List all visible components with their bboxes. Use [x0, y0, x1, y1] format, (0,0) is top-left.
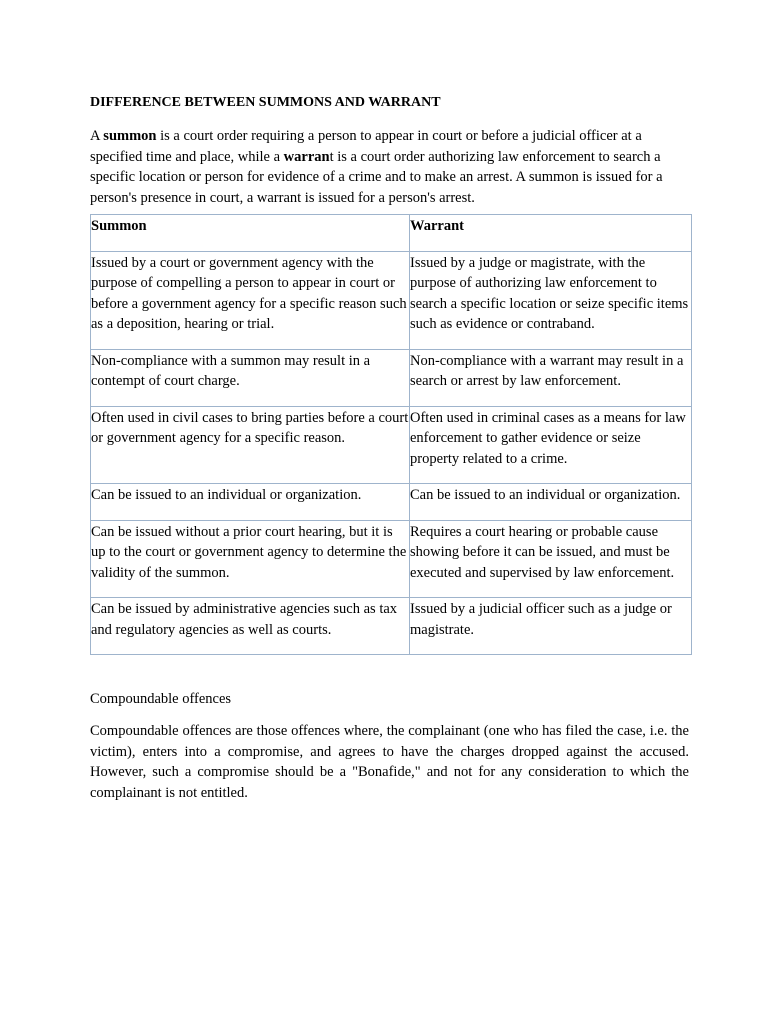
- intro-text-a: A: [90, 128, 104, 144]
- table-row: [91, 484, 692, 521]
- table-header-row: [91, 215, 692, 252]
- header-warrant: Warrant: [410, 215, 692, 252]
- document-page: [90, 94, 689, 803]
- intro-paragraph: [90, 126, 689, 208]
- compoundable-offences-heading: Compoundable offences: [90, 691, 232, 707]
- intro-term-summon: summon: [103, 128, 157, 144]
- intro-text-part1: is a court order requiring a person to appear in court or before a judicial officer at a specified time and place, while a: [90, 128, 642, 165]
- summon-cell: Can be issued to an individual or organization.: [91, 484, 410, 521]
- summon-cell: Issued by a court or government agency with the purpose of compelling a person to appear in court or before a government agency for a specific reason such as a deposition, hearing or trial.: [91, 251, 410, 349]
- table-row: [91, 520, 692, 598]
- warrant-cell: Requires a court hearing or probable cause showing before it can be issued, and must be executed and supervised by law enforcement.: [410, 520, 692, 598]
- summon-cell: Non-compliance with a summon may result in a contempt of court charge.: [91, 349, 410, 406]
- summon-cell: Can be issued by administrative agencies such as tax and regulatory agencies as well as courts.: [91, 598, 410, 655]
- table-row: [91, 406, 692, 484]
- summon-cell: Often used in civil cases to bring parties before a court or government agency for a specific reason.: [91, 406, 410, 484]
- summon-cell: Can be issued without a prior court hearing, but it is up to the court or government agency to determine the validity of the summon.: [91, 520, 410, 598]
- table-row: [91, 349, 692, 406]
- intro-term-warrant: warran: [283, 148, 330, 165]
- header-summon: Summon: [91, 215, 410, 252]
- intro-text-part2: t is a court order authorizing law enforcement to search a specific location or person for evidence of a crime and to make an arrest. A summon is issued for a person's presence in court, a warrant is issued for a person's arrest.: [90, 148, 663, 206]
- warrant-cell: Non-compliance with a warrant may result in a search or arrest by law enforcement.: [410, 349, 692, 406]
- warrant-cell: Issued by a judge or magistrate, with the purpose of authorizing law enforcement to search a specific location or seize specific items such as evidence or contraband.: [410, 251, 692, 349]
- compoundable-offences-paragraph: Compoundable offences are those offences where, the complainant (one who has filed the case, i.e. the victim), enters into a compromise, and agrees to have the charges dropped against the accused. However, such a compromise should be a "Bonafide," and not for any consideration to which the complainant is not entitled.: [90, 723, 689, 801]
- warrant-cell: Can be issued to an individual or organization.: [410, 484, 692, 521]
- document-title: DIFFERENCE BETWEEN SUMMONS AND WARRANT: [90, 95, 441, 110]
- warrant-cell: Issued by a judicial officer such as a judge or magistrate.: [410, 598, 692, 655]
- table-row: [91, 598, 692, 655]
- comparison-table: [90, 214, 692, 655]
- table-row: [91, 251, 692, 349]
- warrant-cell: Often used in criminal cases as a means for law enforcement to gather evidence or seize property related to a crime.: [410, 406, 692, 484]
